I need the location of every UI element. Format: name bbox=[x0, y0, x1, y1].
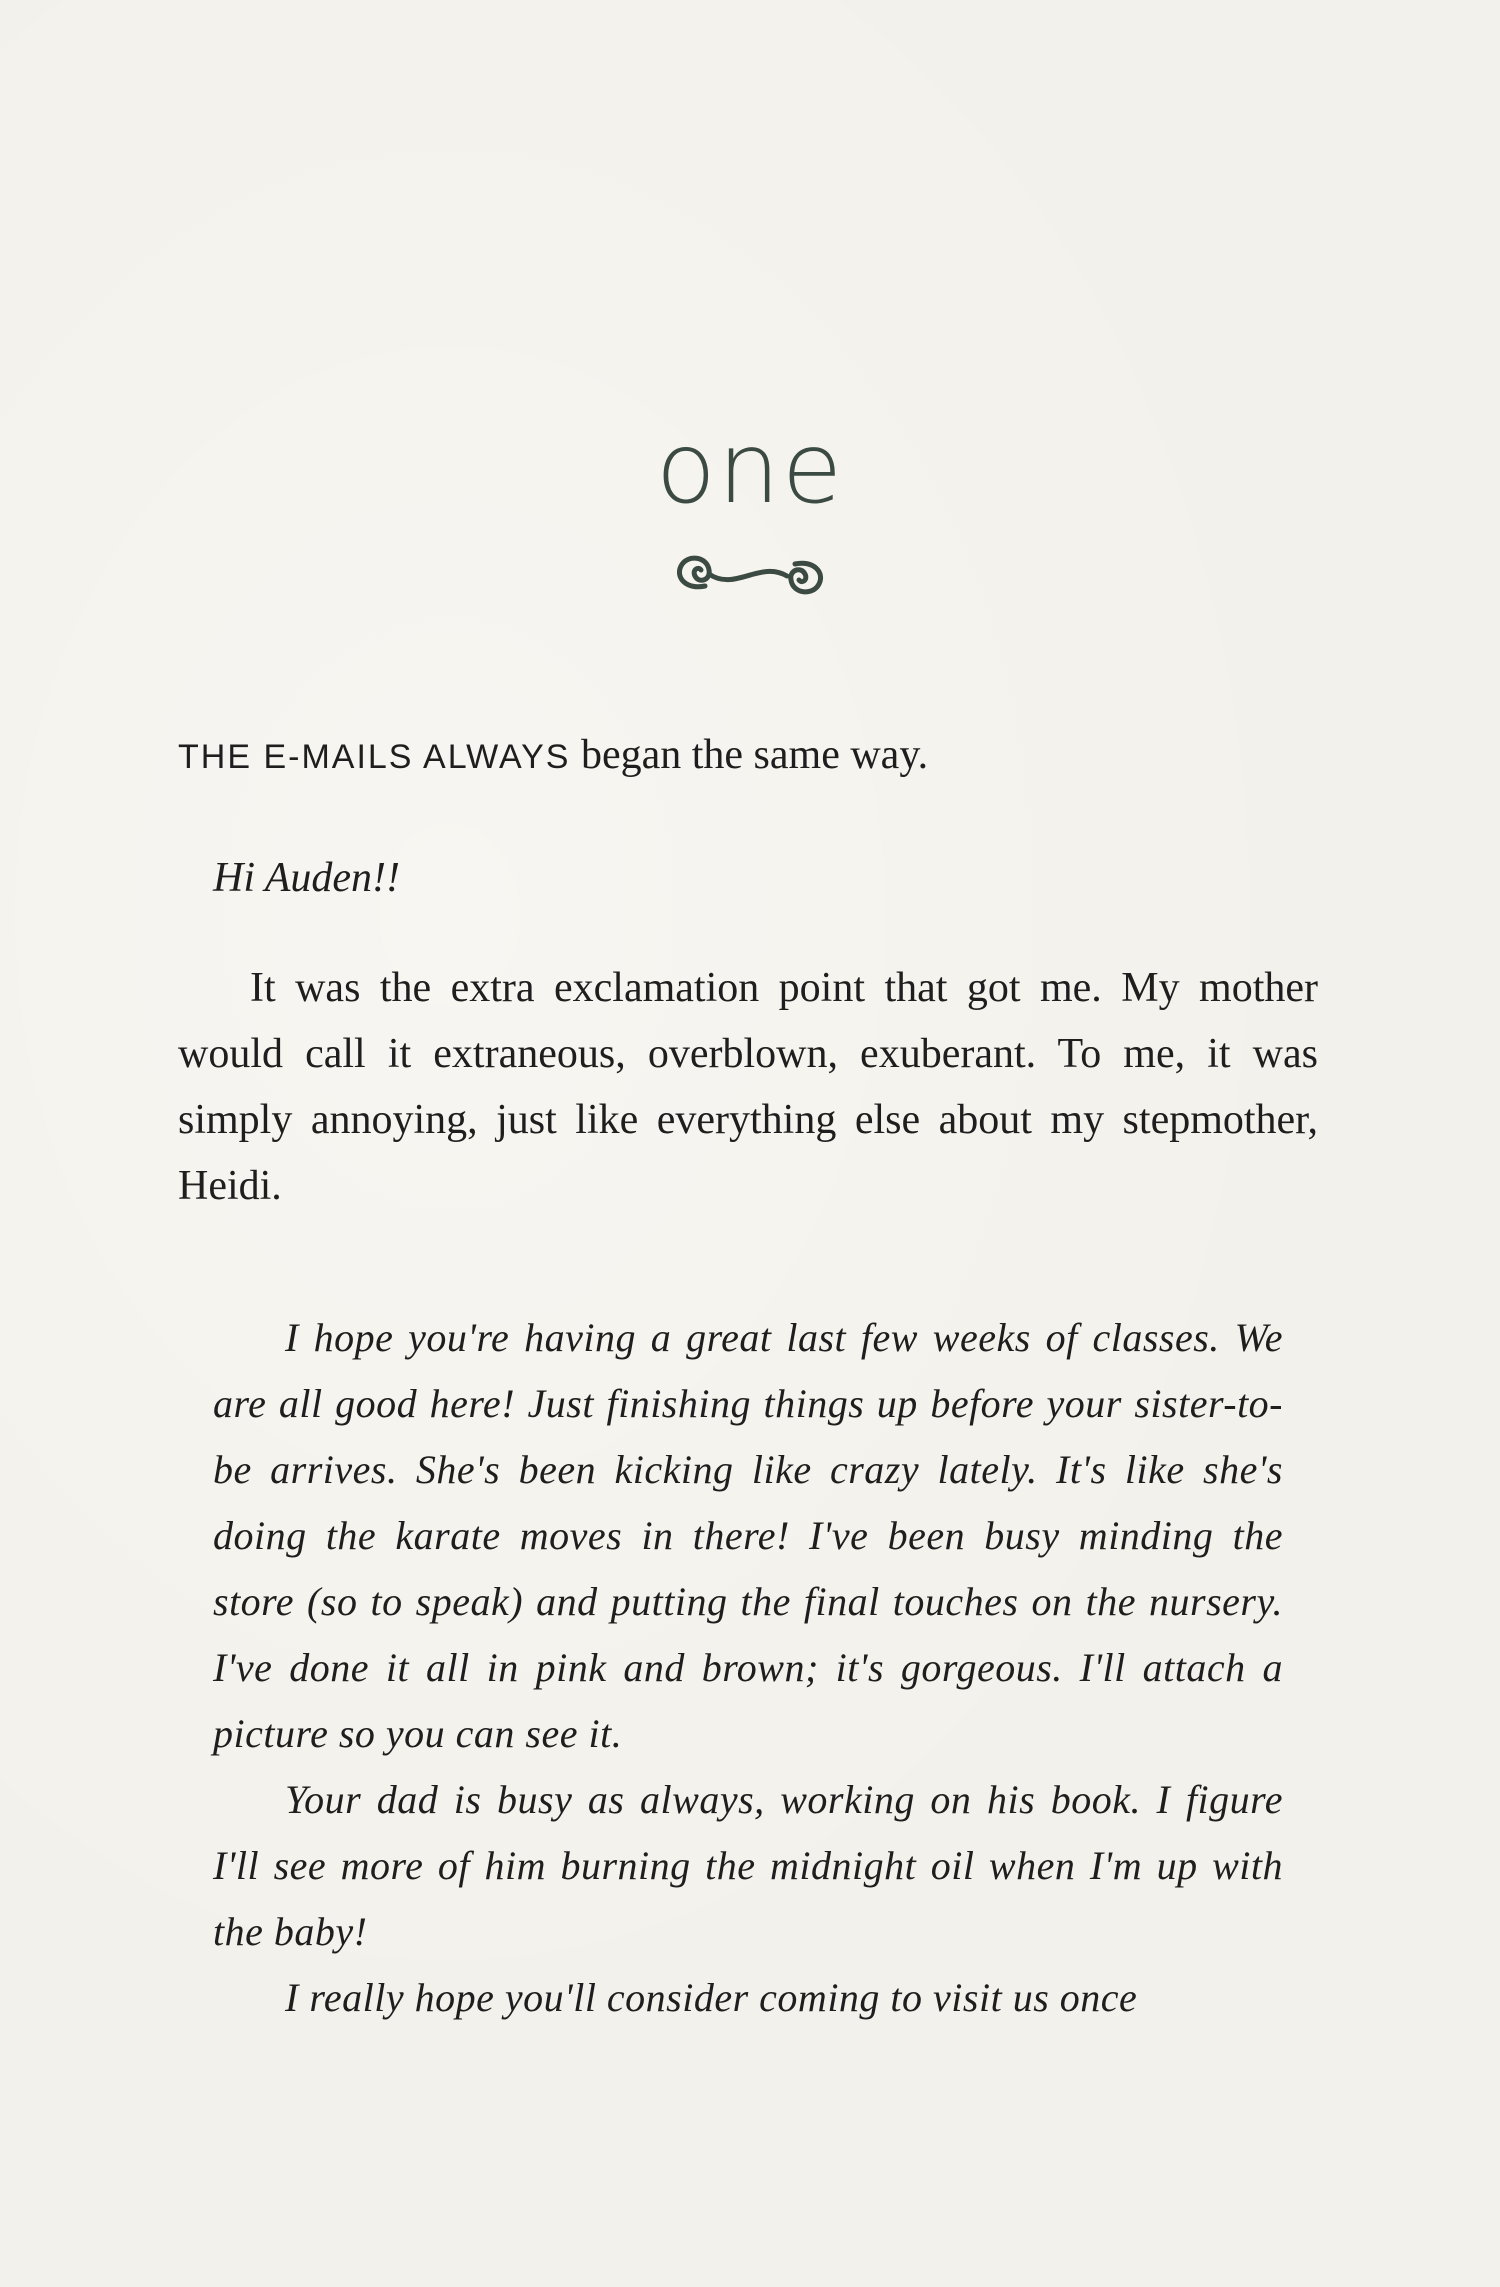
chapter-heading bbox=[0, 412, 1500, 610]
email-paragraph-2: Your dad is busy as always, working on his book. I figure I'll see more of him burning the midnight oil when I'm up with the baby! bbox=[213, 1777, 1283, 1954]
swirl-ornament-icon bbox=[665, 540, 835, 610]
body-paragraph: It was the extra exclamation point that got me. My mother would call it extraneous, overblown, exuberant. To me, it was simply annoying, just like everything else about my stepmother, Heidi. bbox=[178, 965, 1318, 1209]
opening-sentence bbox=[178, 722, 1318, 790]
chapter-title: one bbox=[655, 412, 845, 526]
email-body bbox=[213, 1305, 1283, 2031]
opening-smallcaps: THE E-MAILS ALWAYS bbox=[178, 738, 571, 776]
email-paragraph-3: I really hope you'll consider coming to visit us once bbox=[285, 1975, 1138, 2020]
opening-rest: began the same way. bbox=[570, 732, 929, 778]
email-paragraph-1: I hope you're having a great last few weeks of classes. We are all good here! Just finishing things up before your sister-to-be arrives. She's been kicking like crazy lately. It's like she's doing the karate moves in there! I've been busy minding the store (so to speak) and putting the final touches on the nursery. I've done it all in pink and brown; it's gorgeous. I'll attach a picture so you can see it. bbox=[213, 1315, 1283, 1756]
email-greeting: Hi Auden!! bbox=[213, 855, 401, 901]
